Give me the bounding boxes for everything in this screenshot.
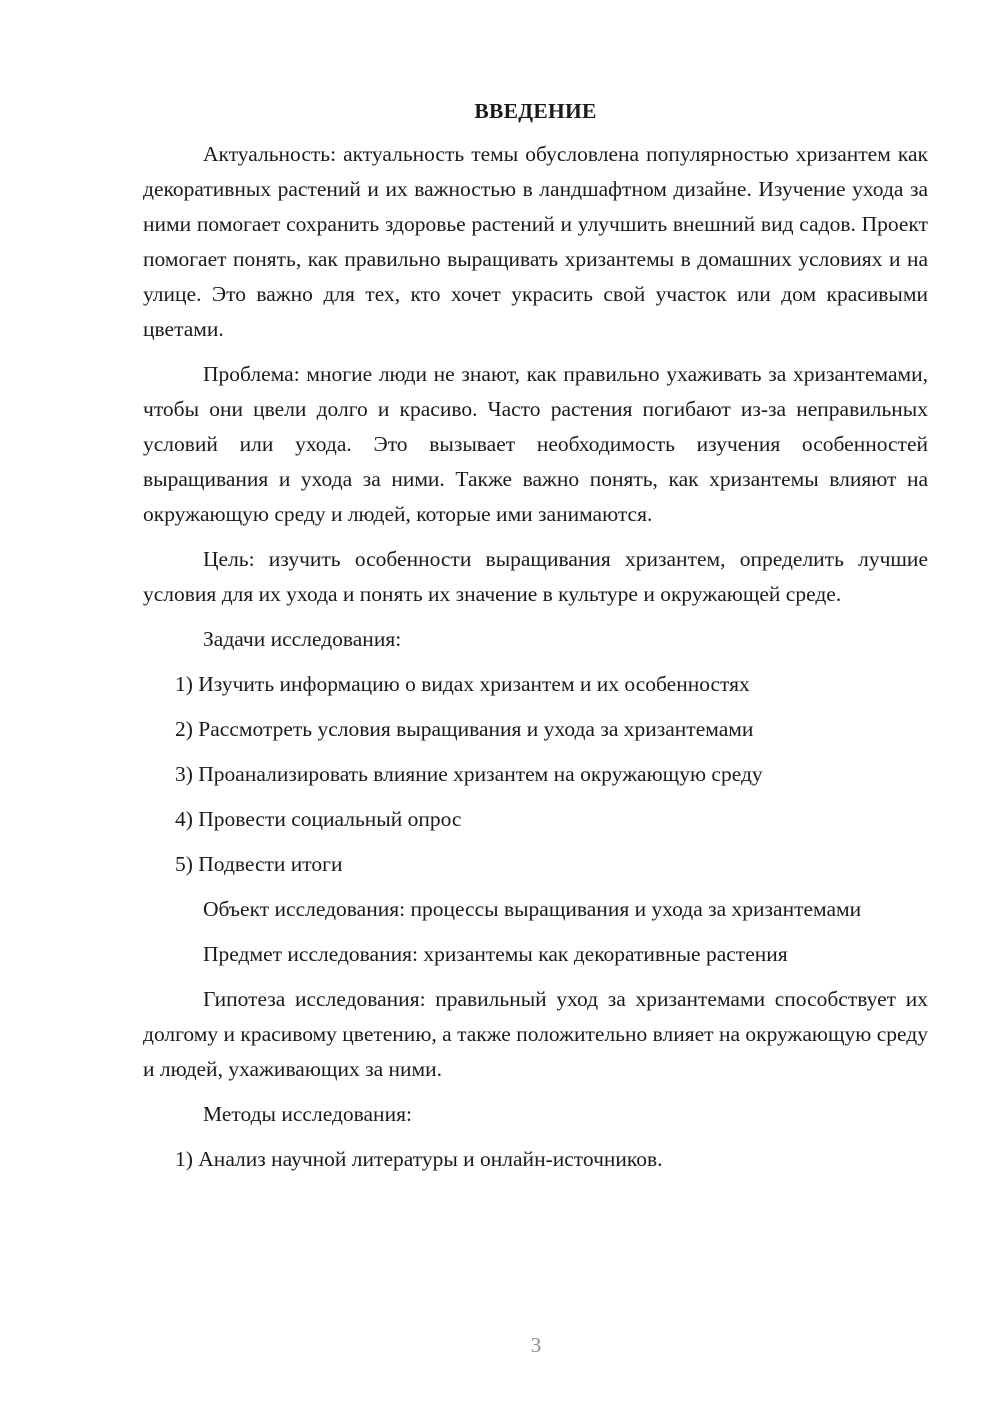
task-item: 4) Провести социальный опрос	[175, 807, 462, 831]
task-item: 5) Подвести итоги	[175, 852, 343, 876]
task-item: 3) Проанализировать влияние хризантем на окружающую среду	[175, 762, 763, 786]
task-item: 2) Рассмотреть условия выращивания и ухода за хризантемами	[175, 717, 754, 741]
problem-paragraph: Проблема: многие люди не знают, как правильно ухаживать за хризантемами, чтобы они цвели долго и красиво. Часто растения погибают из-за неправильных условий или ухода. Это вызывает необходимость изучения особенностей выращивания и ухода за ними. Также важно понять, как хризантемы влияют на окружающую среду и людей, которые ими занимаются.	[143, 362, 928, 526]
relevance-paragraph: Актуальность: актуальность темы обусловлена популярностью хризантем как декоративных растений и их важностью в ландшафтном дизайне. Изучение ухода за ними помогает сохранить здоровье растений и улучшить внешний вид садов. Проект помогает понять, как правильно выращивать хризантемы в домашних условиях и на улице. Это важно для тех, кто хочет украсить свой участок или дом красивыми цветами.	[143, 142, 928, 341]
subject-paragraph: Предмет исследования: хризантемы как декоративные растения	[203, 942, 788, 966]
page-number: 3	[530, 1333, 542, 1357]
task-item: 1) Изучить информацию о видах хризантем и их особенностях	[175, 672, 750, 696]
hypothesis-paragraph: Гипотеза исследования: правильный уход за хризантемами способствует их долгому и красивому цветению, а также положительно влияет на окружающую среду и людей, ухаживающих за ними.	[143, 987, 928, 1081]
document-page	[143, 94, 928, 1187]
object-paragraph: Объект исследования: процессы выращивания и ухода за хризантемами	[203, 897, 862, 921]
page-title: ВВЕДЕНИЕ	[474, 99, 597, 123]
goal-paragraph: Цель: изучить особенности выращивания хризантем, определить лучшие условия для их ухода и понять их значение в культуре и окружающей среде.	[143, 547, 928, 606]
methods-heading: Методы исследования:	[203, 1102, 412, 1126]
method-item: 1) Анализ научной литературы и онлайн-источников.	[175, 1147, 663, 1171]
tasks-heading: Задачи исследования:	[203, 627, 402, 651]
